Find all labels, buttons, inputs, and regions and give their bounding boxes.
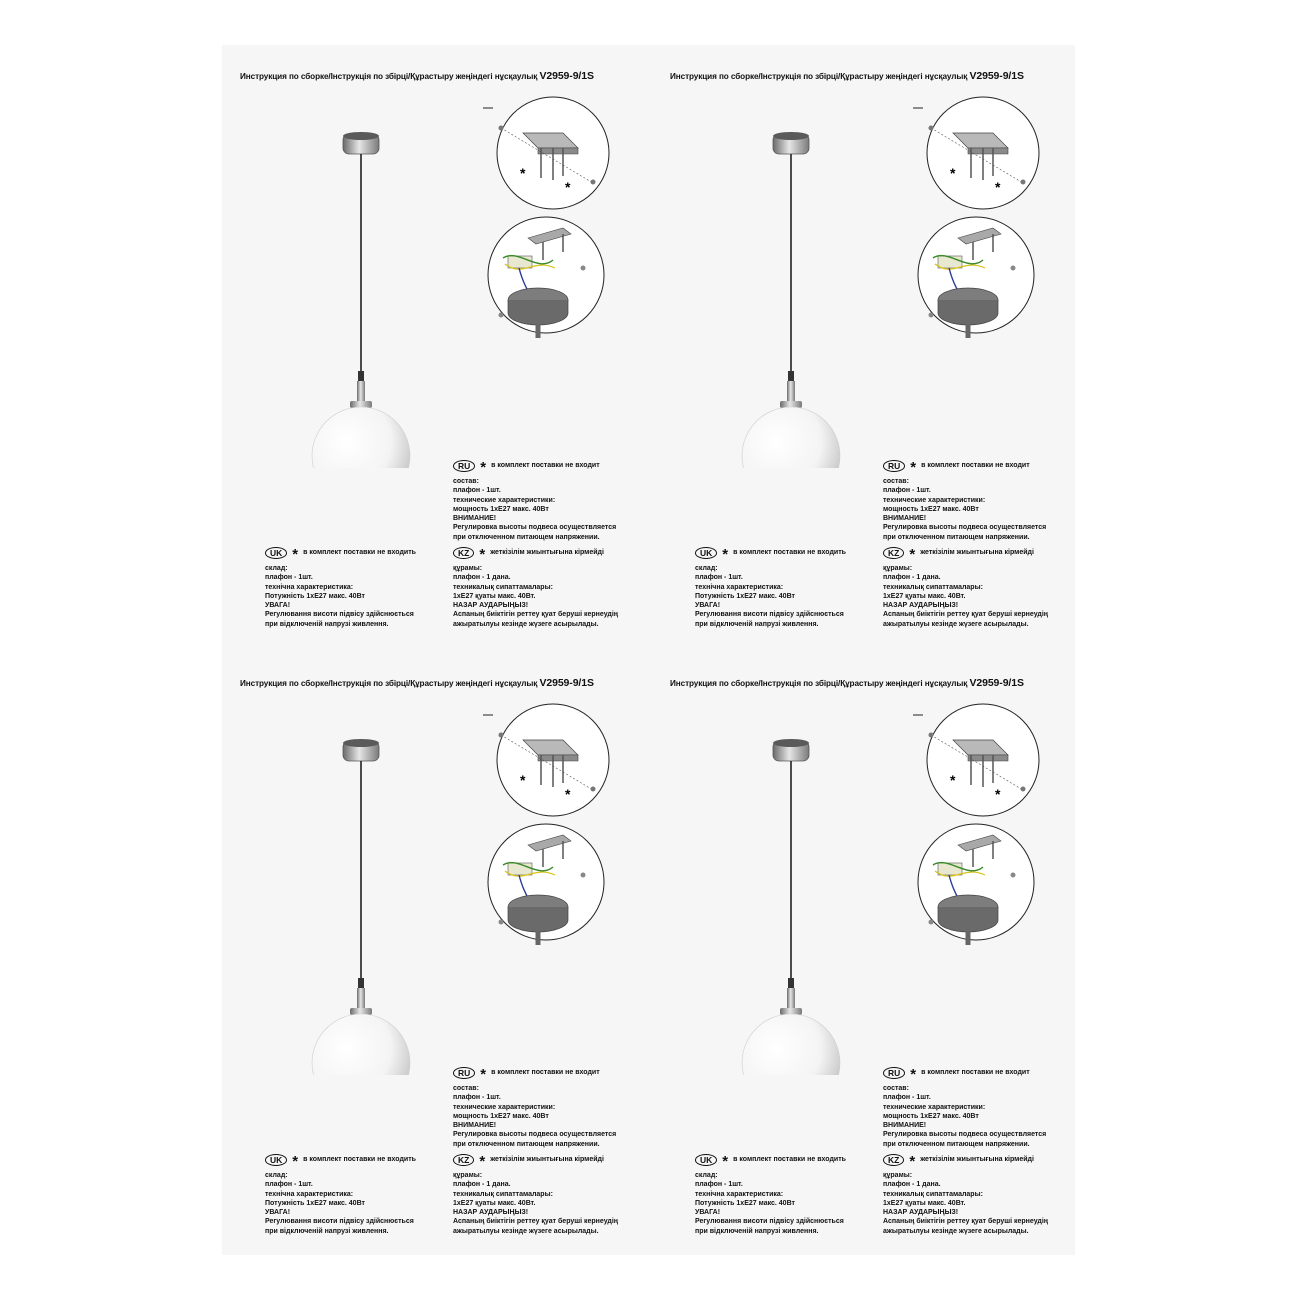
kz-line: НАЗАР АУДАРЫҢЫЗ! [883,602,959,610]
uk-note: в комплект поставки не входить [303,549,416,557]
kz-line: 1хЕ27 қуаты макс. 40Вт. [453,1199,536,1207]
ru-note: в комплект поставки не входит [491,462,600,470]
ru-line: состав: [453,478,479,485]
kz-line: плафон - 1 дана. [883,574,941,582]
uk-line: плафон - 1шт. [265,574,313,582]
ru-line: плафон - 1шт. [883,487,931,495]
uk-line: склад: [695,565,718,572]
title-text: Инструкция по сборке/Інструкція по збірці/Құрастыру жеңіндегі нұсқаулық [240,679,538,688]
ru-line: плафон - 1шт. [453,1094,501,1102]
ru-specs [453,459,616,542]
pendant-lamp-illustration [733,735,848,1075]
kz-badge: KZ [453,1154,474,1166]
cord-grip [788,978,794,988]
kz-line: Аспаның биіктігін реттеу қуат беруші кернеудің [883,611,1049,619]
uk-line: склад: [265,565,288,572]
asterisk-icon: * [480,459,487,476]
kz-line: НАЗАР АУДАРЫҢЫЗ! [453,602,529,610]
lamp-stem [357,381,365,403]
asterisk-icon: * [910,1066,917,1083]
ru-line: состав: [453,1085,479,1092]
canopy-top [773,132,809,140]
kz-line: ажыратылуы кезінде жүзеге асырылады. [453,1227,599,1235]
uk-specs [265,546,416,629]
uk-line: УВАГА! [695,1209,721,1217]
kz-line: Аспаның биіктігін реттеу қуат беруші кернеудің [453,611,619,619]
uk-badge: UK [265,1154,287,1166]
asterisk-icon: * [909,1153,916,1170]
ru-badge: RU [883,1067,905,1079]
uk-line: Регулювання висоти підвісу здійснюється [265,611,414,619]
ru-line: технические характеристики: [453,496,556,504]
lamp-stem [787,381,795,403]
uk-line: при відключеній напрузі живлення. [265,1227,389,1235]
bracket-asterisk-right: * [565,179,571,195]
bracket-asterisk-right: * [995,179,1001,195]
kz-line: 1хЕ27 қуаты макс. 40Вт. [883,592,966,600]
bracket-asterisk-left: * [950,165,956,181]
kz-line: ажыратылуы кезінде жүзеге асырылады. [453,620,599,628]
uk-line: склад: [265,1172,288,1179]
uk-line: технічна характеристика: [695,583,784,591]
uk-line: Регулювання висоти підвісу здійснюється [695,1218,844,1226]
uk-line: технічна характеристика: [695,1190,784,1198]
ru-specs [453,1066,616,1149]
pendant-lamp-illustration [303,128,418,468]
uk-specs [695,546,846,629]
uk-line: плафон - 1шт. [695,574,743,582]
uk-line: при відключеній напрузі живлення. [695,1227,819,1235]
panel-title [670,70,1090,82]
uk-note: в комплект поставки не входить [303,1156,416,1164]
title-text: Инструкция по сборке/Інструкція по збірці/Құрастыру жеңіндегі нұсқаулық [670,72,968,81]
ru-line: мощность 1хЕ27 макс. 40Вт [883,505,979,513]
asterisk-icon: * [722,546,729,563]
uk-badge: UK [695,1154,717,1166]
ru-badge: RU [883,460,905,472]
ru-badge: RU [453,1067,475,1079]
uk-line: УВАГА! [265,602,291,610]
ru-line: при отключенном питающем напряжении. [883,1140,1030,1148]
ru-line: ВНИМАНИЕ! [883,515,927,523]
asterisk-icon: * [722,1153,729,1170]
kz-line: НАЗАР АУДАРЫҢЫЗ! [883,1209,959,1217]
uk-specs [695,1153,846,1236]
canopy-top [343,739,379,747]
cord-grip [358,978,364,988]
ru-line: при отключенном питающем напряжении. [883,533,1030,541]
kz-specs [883,546,1048,629]
title-text: Инструкция по сборке/Інструкція по збірці/Құрастыру жеңіндегі нұсқаулық [240,72,538,81]
kz-line: плафон - 1 дана. [453,574,511,582]
ru-line: Регулировка высоты подвеса осуществляется [883,524,1047,532]
asterisk-icon: * [479,1153,486,1170]
ru-note: в комплект поставки не входит [921,462,1030,470]
bracket-asterisk-left: * [950,772,956,788]
kz-line: техникалық сипаттамалары: [453,1190,553,1198]
kz-line: ажыратылуы кезінде жүзеге асырылады. [883,620,1029,628]
instruction-panel [228,655,658,1260]
ru-line: Регулировка высоты подвеса осуществляется [453,524,617,532]
title-text: Инструкция по сборке/Інструкція по збірці/Құрастыру жеңіндегі нұсқаулық [670,679,968,688]
kz-note: жеткізілім жиынтығына кірмейді [920,1156,1034,1164]
ru-line: Регулировка высоты подвеса осуществляется [883,1131,1047,1139]
ru-line: мощность 1хЕ27 макс. 40Вт [453,505,549,513]
kz-line: техникалық сипаттамалары: [453,583,553,591]
pendant-lamp-illustration [303,735,418,1075]
canopy-top [773,739,809,747]
kz-badge: KZ [883,1154,904,1166]
asterisk-icon: * [479,546,486,563]
kz-line: плафон - 1 дана. [883,1181,941,1189]
instruction-panel [658,48,1088,653]
asterisk-icon: * [292,546,299,563]
mounting-diagram [483,88,613,338]
model-number: V2959-9/1S [969,677,1024,689]
instruction-panel [228,48,658,653]
uk-line: плафон - 1шт. [695,1181,743,1189]
kz-note: жеткізілім жиынтығына кірмейді [490,1156,604,1164]
kz-line: Аспаның биіктігін реттеу қуат беруші кернеудің [453,1218,619,1226]
ru-line: состав: [883,1085,909,1092]
ru-specs [883,459,1046,542]
uk-line: Регулювання висоти підвісу здійснюється [695,611,844,619]
kz-line: НАЗАР АУДАРЫҢЫЗ! [453,1209,529,1217]
ru-badge: RU [453,460,475,472]
model-number: V2959-9/1S [539,70,594,82]
mounting-diagram [913,695,1043,945]
uk-badge: UK [695,547,717,559]
ru-line: технические характеристики: [883,1103,986,1111]
ru-line: Регулировка высоты подвеса осуществляется [453,1131,617,1139]
uk-line: Потужність 1хЕ27 макс. 40Вт [265,1199,365,1207]
canopy-top [343,132,379,140]
glass-globe [742,407,840,468]
uk-line: при відключеній напрузі живлення. [265,620,389,628]
kz-specs [883,1153,1048,1236]
panel-title [240,70,660,82]
ru-line: плафон - 1шт. [883,1094,931,1102]
kz-badge: KZ [453,547,474,559]
uk-line: Потужність 1хЕ27 макс. 40Вт [695,1199,795,1207]
uk-badge: UK [265,547,287,559]
bracket-asterisk-right: * [565,786,571,802]
ru-line: технические характеристики: [453,1103,556,1111]
uk-line: плафон - 1шт. [265,1181,313,1189]
kz-specs [453,546,618,629]
kz-note: жеткізілім жиынтығына кірмейді [490,549,604,557]
ru-line: технические характеристики: [883,496,986,504]
kz-line: құрамы: [453,1172,483,1179]
kz-note: жеткізілім жиынтығына кірмейді [920,549,1034,557]
uk-specs [265,1153,416,1236]
asterisk-icon: * [909,546,916,563]
uk-line: технічна характеристика: [265,583,354,591]
uk-line: Регулювання висоти підвісу здійснюється [265,1218,414,1226]
kz-line: техникалық сипаттамалары: [883,583,983,591]
uk-line: Потужність 1хЕ27 макс. 40Вт [265,592,365,600]
ru-line: при отключенном питающем напряжении. [453,1140,600,1148]
uk-line: склад: [695,1172,718,1179]
bracket-asterisk-left: * [520,772,526,788]
lamp-stem [357,988,365,1010]
ru-line: плафон - 1шт. [453,487,501,495]
kz-badge: KZ [883,547,904,559]
asterisk-icon: * [292,1153,299,1170]
model-number: V2959-9/1S [969,70,1024,82]
glass-globe [312,1014,410,1075]
mounting-diagram [483,695,613,945]
glass-globe [742,1014,840,1075]
ru-specs [883,1066,1046,1149]
lamp-stem [787,988,795,1010]
kz-line: 1хЕ27 қуаты макс. 40Вт. [453,592,536,600]
ru-line: ВНИМАНИЕ! [453,515,497,523]
uk-line: УВАГА! [695,602,721,610]
kz-line: ажыратылуы кезінде жүзеге асырылады. [883,1227,1029,1235]
kz-line: техникалық сипаттамалары: [883,1190,983,1198]
kz-line: Аспаның биіктігін реттеу қуат беруші кернеудің [883,1218,1049,1226]
ru-note: в комплект поставки не входит [921,1069,1030,1077]
cord-grip [788,371,794,381]
ru-line: ВНИМАНИЕ! [453,1122,497,1130]
ru-line: состав: [883,478,909,485]
ru-line: при отключенном питающем напряжении. [453,533,600,541]
uk-line: при відключеній напрузі живлення. [695,620,819,628]
uk-line: технічна характеристика: [265,1190,354,1198]
kz-line: құрамы: [883,1172,913,1179]
kz-specs [453,1153,618,1236]
pendant-lamp-illustration [733,128,848,468]
kz-line: құрамы: [453,565,483,572]
uk-note: в комплект поставки не входить [733,549,846,557]
kz-line: құрамы: [883,565,913,572]
ru-line: мощность 1хЕ27 макс. 40Вт [883,1112,979,1120]
mounting-diagram [913,88,1043,338]
kz-line: плафон - 1 дана. [453,1181,511,1189]
uk-line: Потужність 1хЕ27 макс. 40Вт [695,592,795,600]
ru-line: ВНИМАНИЕ! [883,1122,927,1130]
asterisk-icon: * [480,1066,487,1083]
model-number: V2959-9/1S [539,677,594,689]
uk-note: в комплект поставки не входить [733,1156,846,1164]
instruction-panel [658,655,1088,1260]
bracket-asterisk-left: * [520,165,526,181]
ru-line: мощность 1хЕ27 макс. 40Вт [453,1112,549,1120]
kz-line: 1хЕ27 қуаты макс. 40Вт. [883,1199,966,1207]
panel-title [670,677,1090,689]
cord-grip [358,371,364,381]
glass-globe [312,407,410,468]
bracket-asterisk-right: * [995,786,1001,802]
uk-line: УВАГА! [265,1209,291,1217]
ru-note: в комплект поставки не входит [491,1069,600,1077]
panel-title [240,677,660,689]
asterisk-icon: * [910,459,917,476]
